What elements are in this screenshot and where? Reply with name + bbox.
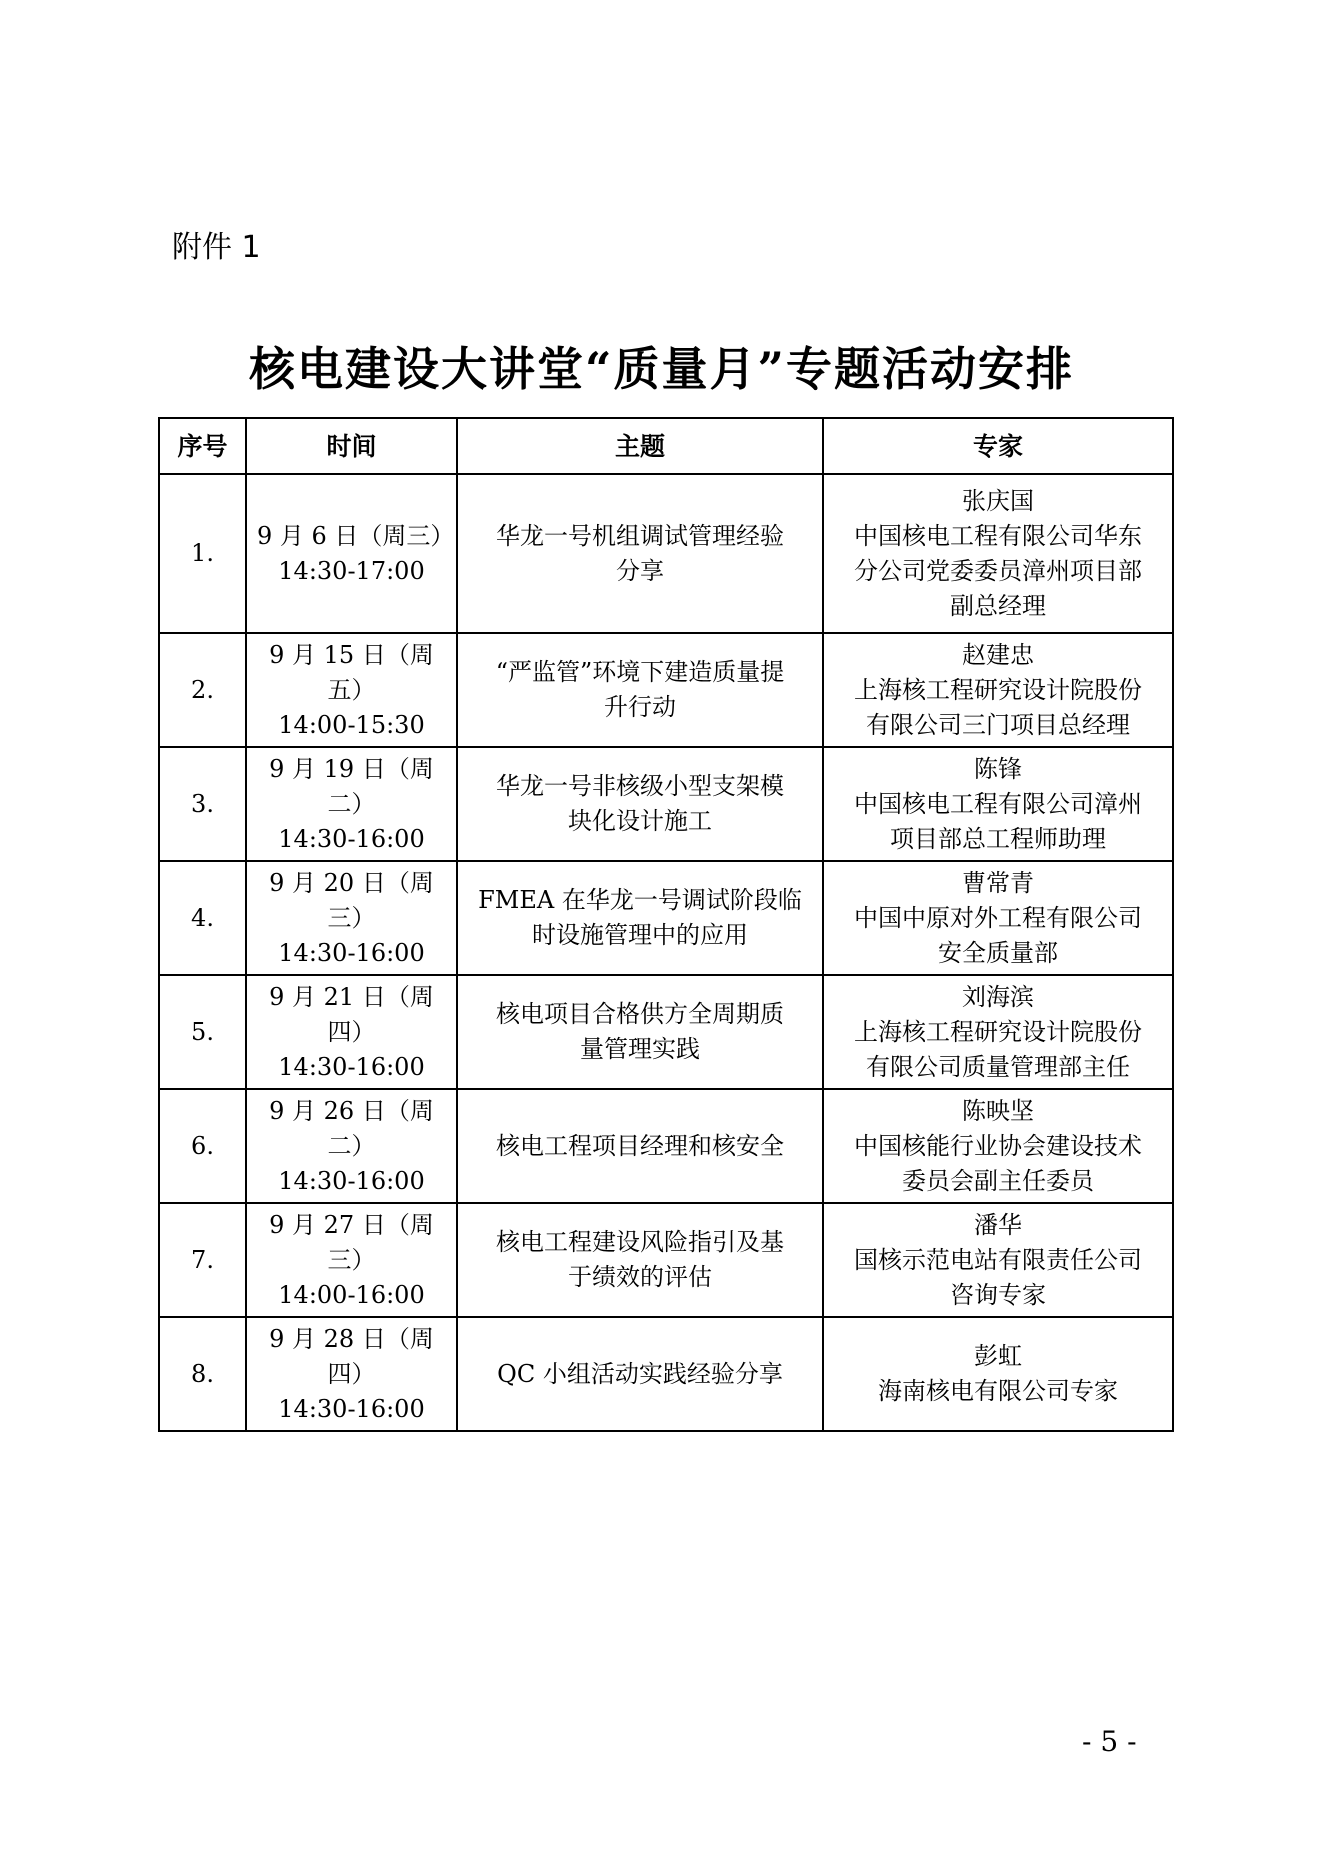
expert-name: 彭虹 — [974, 1342, 1022, 1370]
row-topic — [457, 633, 823, 747]
row-expert — [823, 861, 1173, 975]
row-topic — [457, 975, 823, 1089]
session-time: 14:30-16:00 — [278, 1166, 425, 1195]
row-expert — [823, 633, 1173, 747]
row-time — [246, 747, 457, 861]
row-time — [246, 861, 457, 975]
session-date: 9 月 15 日（周五） — [269, 640, 434, 704]
session-date: 9 月 19 日（周二） — [269, 754, 434, 818]
session-date: 9 月 27 日（周三） — [269, 1210, 434, 1274]
page-title: 核电建设大讲堂“质量月”专题活动安排 — [249, 342, 1074, 396]
topic-line: 量管理实践 — [580, 1035, 700, 1063]
session-date: 9 月 26 日（周二） — [269, 1096, 434, 1160]
row-expert — [823, 1089, 1173, 1203]
row-topic — [457, 474, 823, 633]
row-time — [246, 975, 457, 1089]
expert-affiliation-line: 海南核电有限公司专家 — [878, 1377, 1118, 1405]
expert-affiliation-line: 上海核工程研究设计院股份 — [854, 1017, 1142, 1046]
row-number: 1. — [159, 474, 246, 633]
row-number: 6. — [159, 1089, 246, 1203]
expert-affiliation-line: 项目部总工程师助理 — [890, 824, 1106, 853]
topic-line: QC 小组活动实践经验分享 — [497, 1359, 783, 1388]
topic-line: 升行动 — [604, 693, 676, 721]
row-time — [246, 633, 457, 747]
expert-affiliation-line: 委员会副主任委员 — [902, 1166, 1094, 1195]
session-date: 9 月 6 日（周三） — [257, 521, 455, 550]
row-number: 7. — [159, 1203, 246, 1317]
header-number: 序号 — [159, 418, 246, 474]
expert-affiliation-line: 中国核电工程有限公司漳州 — [854, 789, 1142, 818]
table-row — [159, 1089, 1173, 1203]
row-topic — [457, 747, 823, 861]
session-time: 14:30-16:00 — [278, 1394, 425, 1423]
topic-line: 块化设计施工 — [568, 807, 712, 835]
topic-line: 华龙一号非核级小型支架模 — [496, 772, 784, 800]
page-number: - 5 - — [1082, 1725, 1137, 1758]
session-time: 14:00-16:00 — [278, 1280, 425, 1309]
expert-affiliation-line: 国核示范电站有限责任公司 — [854, 1245, 1142, 1274]
table-body — [159, 474, 1173, 1431]
row-time — [246, 474, 457, 633]
table-header-row — [159, 418, 1173, 474]
expert-affiliation-line: 有限公司质量管理部主任 — [866, 1052, 1130, 1081]
topic-line: 华龙一号机组调试管理经验 — [496, 521, 784, 550]
expert-affiliation-line: 中国中原对外工程有限公司 — [854, 903, 1142, 932]
row-number: 5. — [159, 975, 246, 1089]
header-expert: 专家 — [823, 418, 1173, 474]
expert-affiliation-line: 上海核工程研究设计院股份 — [854, 675, 1142, 704]
row-number: 2. — [159, 633, 246, 747]
expert-name: 刘海滨 — [962, 982, 1034, 1011]
topic-line: 核电工程建设风险指引及基 — [496, 1228, 784, 1256]
table-row — [159, 747, 1173, 861]
session-time: 14:30-16:00 — [278, 1052, 425, 1081]
row-topic — [457, 1317, 823, 1431]
expert-affiliation-line: 副总经理 — [950, 591, 1046, 620]
expert-name: 曹常青 — [962, 868, 1034, 897]
topic-line: 核电项目合格供方全周期质 — [496, 1000, 784, 1028]
expert-name: 潘华 — [974, 1210, 1022, 1239]
row-number: 3. — [159, 747, 246, 861]
session-time: 14:30-17:00 — [278, 556, 425, 585]
expert-affiliation-line: 咨询专家 — [950, 1280, 1046, 1309]
row-expert — [823, 1317, 1173, 1431]
session-time: 14:30-16:00 — [278, 824, 425, 853]
row-time — [246, 1203, 457, 1317]
topic-line: “严监管”环境下建造质量提 — [495, 658, 785, 686]
expert-affiliation-line: 有限公司三门项目总经理 — [866, 710, 1130, 739]
row-expert — [823, 1203, 1173, 1317]
row-topic — [457, 1089, 823, 1203]
expert-affiliation-line: 中国核能行业协会建设技术 — [854, 1131, 1142, 1160]
row-expert — [823, 747, 1173, 861]
expert-affiliation-line: 安全质量部 — [938, 938, 1058, 967]
topic-line: FMEA 在华龙一号调试阶段临 — [478, 886, 802, 914]
header-time: 时间 — [246, 418, 457, 474]
table-row — [159, 633, 1173, 747]
session-date: 9 月 20 日（周三） — [269, 868, 434, 932]
row-time — [246, 1317, 457, 1431]
row-number: 4. — [159, 861, 246, 975]
expert-affiliation-line: 分公司党委委员漳州项目部 — [854, 556, 1142, 585]
topic-line: 于绩效的评估 — [568, 1263, 712, 1291]
table-row — [159, 1317, 1173, 1431]
row-time — [246, 1089, 457, 1203]
topic-line: 分享 — [616, 556, 664, 585]
row-topic — [457, 1203, 823, 1317]
table-row — [159, 1203, 1173, 1317]
session-time: 14:30-16:00 — [278, 938, 425, 967]
expert-name: 陈锋 — [974, 754, 1022, 783]
row-expert — [823, 975, 1173, 1089]
row-number: 8. — [159, 1317, 246, 1431]
session-date: 9 月 28 日（周四） — [269, 1324, 434, 1388]
session-date: 9 月 21 日（周四） — [269, 982, 434, 1046]
topic-line: 核电工程项目经理和核安全 — [496, 1131, 784, 1160]
expert-name: 陈映坚 — [962, 1096, 1034, 1125]
attachment-label: 附件 1 — [172, 230, 261, 265]
table-row — [159, 861, 1173, 975]
row-topic — [457, 861, 823, 975]
header-topic: 主题 — [457, 418, 823, 474]
topic-line: 时设施管理中的应用 — [532, 921, 748, 949]
expert-name: 赵建忠 — [962, 640, 1034, 669]
row-expert — [823, 474, 1173, 633]
expert-name: 张庆国 — [962, 486, 1034, 515]
expert-affiliation-line: 中国核电工程有限公司华东 — [854, 521, 1142, 550]
table-row — [159, 975, 1173, 1089]
session-time: 14:00-15:30 — [278, 710, 425, 739]
table-row — [159, 474, 1173, 633]
schedule-table — [158, 417, 1174, 1432]
